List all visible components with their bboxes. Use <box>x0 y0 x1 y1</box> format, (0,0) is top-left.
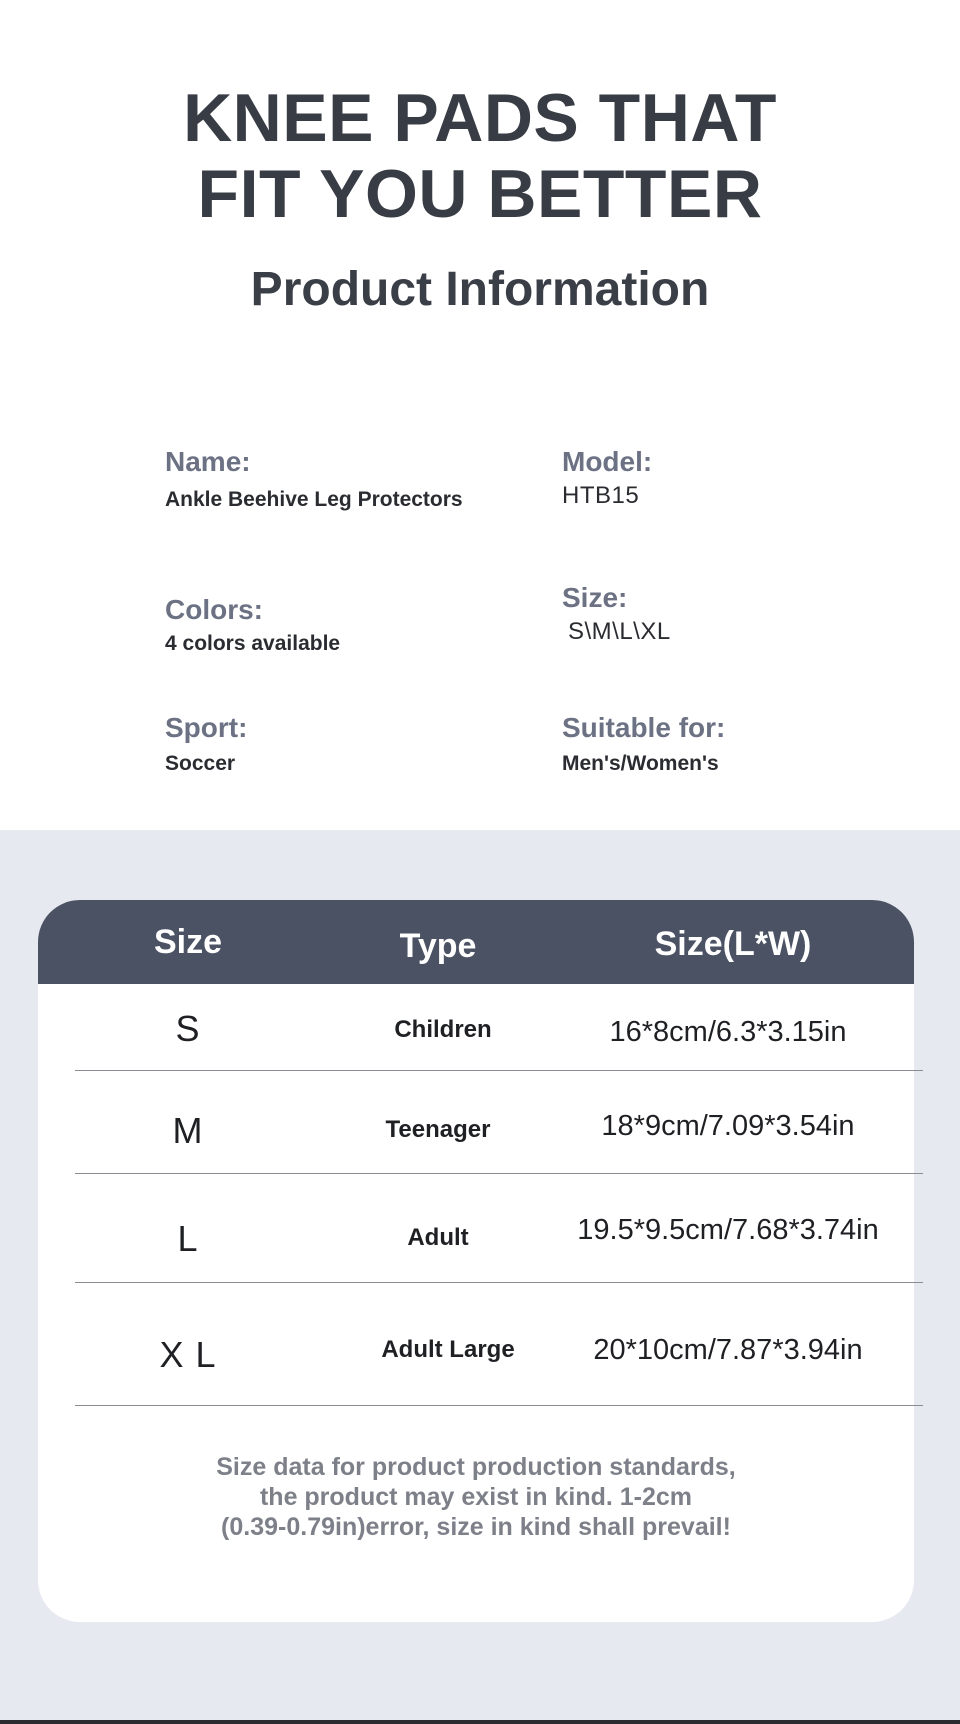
info-size-label: Size: <box>562 582 628 613</box>
info-colors-label: Colors: <box>165 594 263 625</box>
info-suitable-label: Suitable for: <box>562 712 726 743</box>
header-type: Type <box>399 927 477 965</box>
disclaimer-line-2: the product may exist in kind. 1-2cm <box>259 1483 693 1511</box>
row-size: L <box>177 1218 199 1259</box>
row-dimensions: 16*8cm/6.3*3.15in <box>609 1016 847 1048</box>
info-sport-label: Sport: <box>165 712 248 743</box>
headline-line-2: FIT YOU BETTER <box>197 156 763 232</box>
info-model <box>562 446 652 510</box>
row-dimensions: 18*9cm/7.09*3.54in <box>601 1110 855 1142</box>
row-size: M <box>172 1110 204 1151</box>
info-model-value: HTB15 <box>562 482 640 509</box>
row-divider <box>75 1173 923 1174</box>
row-divider <box>75 1405 923 1406</box>
header-size: Size <box>153 923 223 961</box>
info-suitable-value: Men's/Women's <box>562 752 719 775</box>
header-dimensions: Size(L*W) <box>654 925 812 963</box>
size-disclaimer <box>38 1452 914 1542</box>
info-name-label: Name: <box>165 446 251 477</box>
row-type: Adult Large <box>381 1336 515 1363</box>
row-type: Teenager <box>385 1116 491 1143</box>
row-dimensions: 20*10cm/7.87*3.94in <box>593 1334 863 1366</box>
info-name-value: Ankle Beehive Leg Protectors <box>165 488 463 511</box>
info-size <box>562 582 671 646</box>
row-type: Children <box>394 1016 492 1043</box>
row-divider <box>75 1282 923 1283</box>
row-dimensions: 19.5*9.5cm/7.68*3.74in <box>577 1214 879 1246</box>
disclaimer-line-3: (0.39-0.79in)error, size in kind shall prevail! <box>221 1513 731 1541</box>
row-type: Adult <box>407 1224 469 1251</box>
info-name <box>165 446 463 512</box>
disclaimer-line-1: Size data for product production standards, <box>216 1453 736 1481</box>
info-sport-value: Soccer <box>165 752 236 775</box>
headline <box>0 80 960 232</box>
info-size-value: S\M\L\XL <box>568 618 671 645</box>
info-sport <box>165 712 247 776</box>
section-subheading: Product Information <box>250 263 710 316</box>
size-table-header <box>38 900 914 984</box>
product-info-section <box>0 0 960 830</box>
row-divider <box>75 1070 923 1071</box>
row-size: X L <box>159 1334 217 1375</box>
info-suitable <box>562 712 725 776</box>
info-colors <box>165 594 340 656</box>
row-size: S <box>175 1008 201 1049</box>
info-model-label: Model: <box>562 446 653 477</box>
bottom-edge <box>0 1720 960 1724</box>
headline-line-1: KNEE PADS THAT <box>183 80 777 156</box>
info-colors-value: 4 colors available <box>165 632 341 655</box>
